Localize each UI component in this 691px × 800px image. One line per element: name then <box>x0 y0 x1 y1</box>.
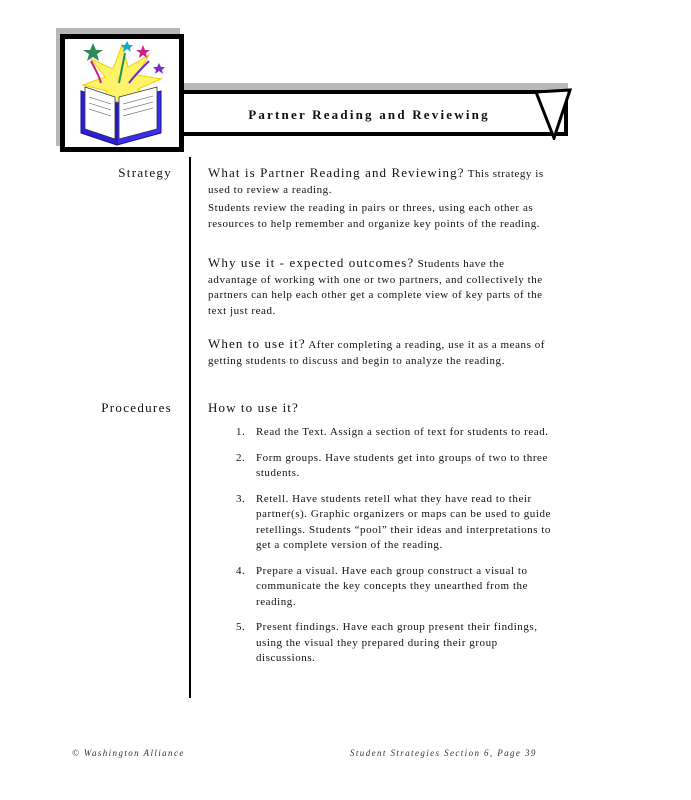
open-book-icon <box>65 39 179 147</box>
step-number: 1. <box>236 426 246 438</box>
why-answer: Students have the advantage of working with one or two partners, and collectively the partners can help each other get a complete view of key parts of the text just read. <box>208 258 543 317</box>
list-item <box>236 425 554 441</box>
what-question: What is Partner Reading and Reviewing? <box>208 165 465 180</box>
why-question: Why use it - expected outcomes? <box>208 255 415 270</box>
procedures-label: Procedures <box>101 400 172 415</box>
what-answer: This strategy is used to review a reading. <box>208 168 544 196</box>
page-curl-icon <box>534 88 572 140</box>
when-question: When to use it? <box>208 336 306 351</box>
page-title: Partner Reading and Reviewing <box>248 107 490 122</box>
how-question: How to use it? <box>208 400 299 415</box>
column-divider <box>189 157 191 698</box>
book-logo <box>60 34 184 152</box>
procedure-steps <box>236 425 554 677</box>
step-text: Present findings. Have each group present their findings, using the visual they prepared during their group discussions. <box>256 621 538 664</box>
step-text: Retell. Have students retell what they have read to their partner(s). Graphic organizers or maps can be used to guide retellings. Students “pool” their ideas and interpretations to get a complete version of the reading. <box>256 492 551 551</box>
list-item <box>236 492 554 554</box>
what-detail: Students review the reading in pairs or threes, using each other as resources to help remember and organize key points of the reading. <box>208 202 541 230</box>
list-item <box>236 564 554 611</box>
strategy-label: Strategy <box>118 165 172 180</box>
strategy-why <box>208 255 553 319</box>
strategy-what <box>208 165 553 232</box>
step-text: Prepare a visual. Have each group construct a visual to communicate the key concepts they unearthed from the reading. <box>256 564 529 608</box>
when-answer: After completing a reading, use it as a means of getting students to discuss and begin to analyze the reading. <box>208 339 545 367</box>
list-item <box>236 451 554 482</box>
footer-copyright: © Washington Alliance <box>72 748 185 758</box>
list-item <box>236 620 554 667</box>
step-number: 3. <box>236 492 246 505</box>
strategy-when <box>208 336 553 369</box>
step-number: 4. <box>236 564 246 577</box>
step-text: Form groups. Have students get into groups of two to three students. <box>256 451 548 479</box>
step-number: 2. <box>236 451 246 464</box>
step-number: 5. <box>236 621 246 633</box>
footer-page-info: Student Strategies Section 6, Page 39 <box>350 748 537 758</box>
step-text: Read the Text. Assign a section of text for students to read. <box>256 426 549 438</box>
